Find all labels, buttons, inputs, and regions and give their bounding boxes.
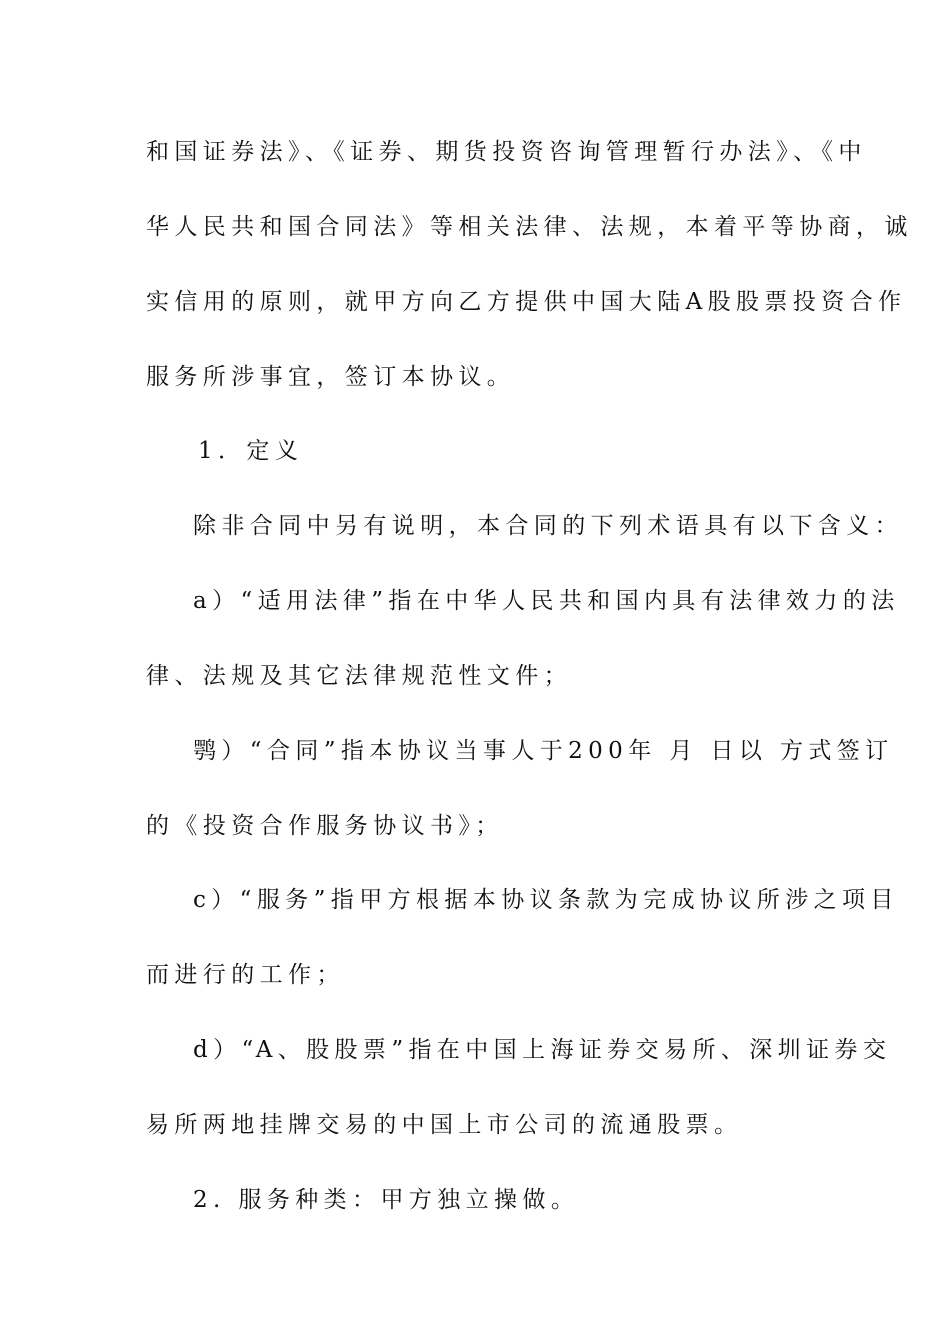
paragraph-line: 的《投资合作服务协议书》； bbox=[146, 813, 504, 839]
paragraph-line: 和国证券法》、《证券、期货投资咨询管理暂行办法》、《中 bbox=[146, 139, 867, 165]
definition-line: 鹗）“合同”指本协议当事人于200年 月 日以 方式签订 bbox=[193, 738, 894, 764]
paragraph-line: 服务所涉事宜，签订本协议。 bbox=[146, 364, 516, 390]
section-heading: 2. 服务种类：甲方独立操做。 bbox=[193, 1187, 580, 1213]
definition-line: d）“A、股股票”指在中国上海证券交易所、深圳证券交 bbox=[193, 1037, 892, 1063]
paragraph-line: 而进行的工作； bbox=[146, 962, 345, 988]
definition-line: c）“服务”指甲方根据本协议条款为完成协议所涉之项目 bbox=[193, 887, 899, 913]
paragraph-line: 易所两地挂牌交易的中国上市公司的流通股票。 bbox=[146, 1112, 743, 1138]
paragraph-line: 华人民共和国合同法》等相关法律、法规，本着平等协商，诚 bbox=[146, 214, 913, 240]
definition-line: a）“适用法律”指在中华人民共和国内具有法律效力的法 bbox=[193, 588, 900, 614]
paragraph-line: 实信用的原则，就甲方向乙方提供中国大陆A股股票投资合作 bbox=[146, 289, 907, 315]
paragraph-line: 律、法规及其它法律规范性文件； bbox=[146, 663, 572, 689]
paragraph-line: 除非合同中另有说明，本合同的下列术语具有以下含义： bbox=[193, 513, 903, 539]
section-heading: 1．定义 bbox=[198, 438, 304, 464]
